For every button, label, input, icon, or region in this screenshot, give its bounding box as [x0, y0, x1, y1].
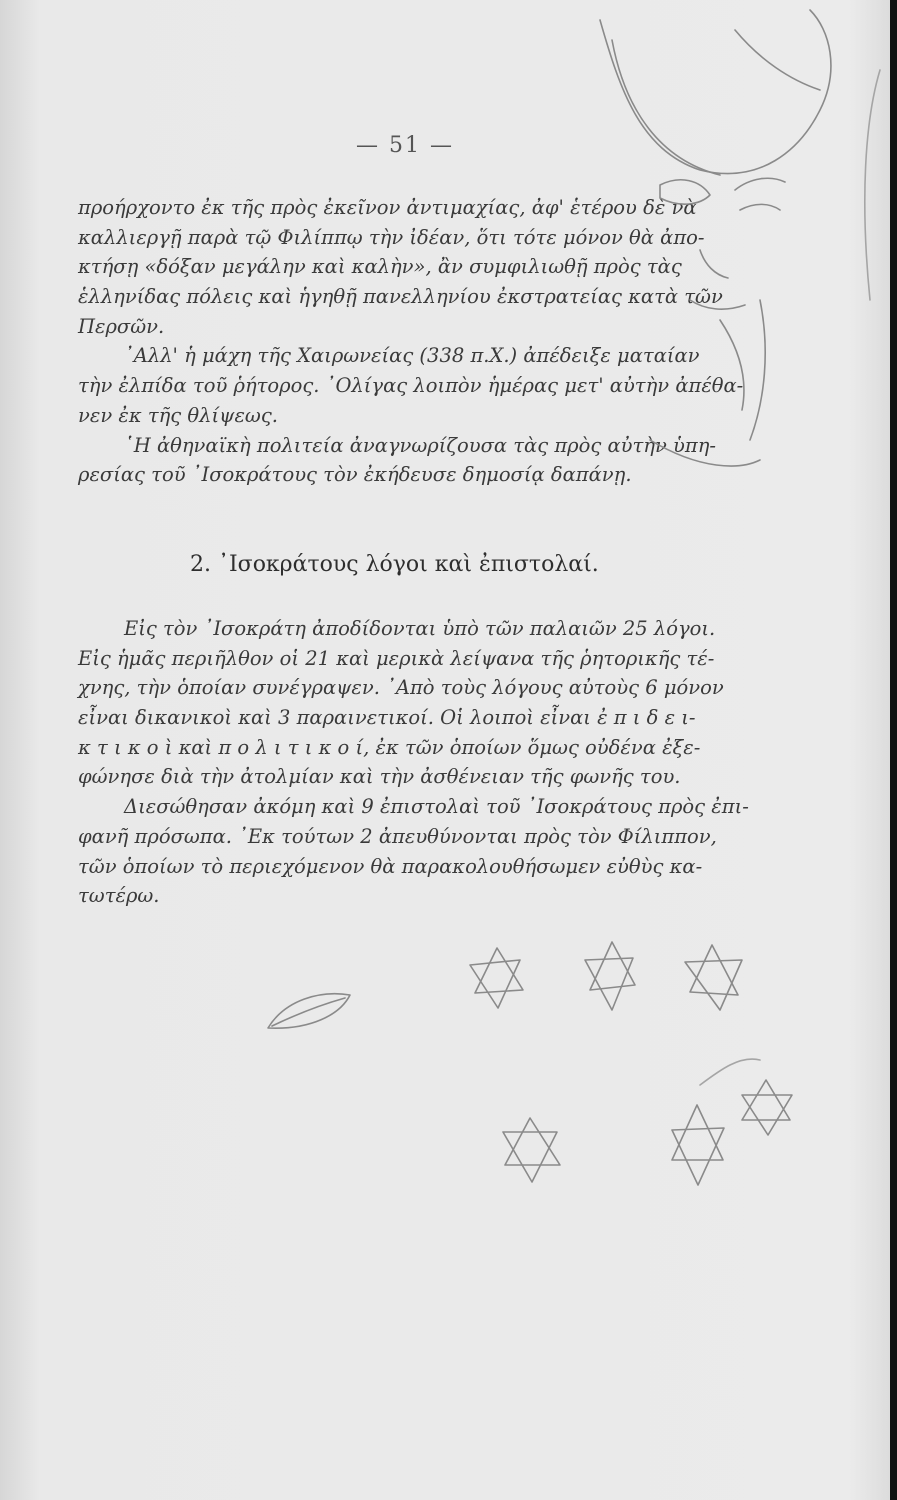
text-line: εἶναι δικανικοὶ καὶ 3 παραινετικοί. Οἱ λοιποὶ εἶναι ἐ π ι δ ε ι- [78, 706, 696, 730]
text-line: κ τ ι κ ο ὶ καὶ π ο λ ι τ ι κ ο ί, ἐκ τῶν ὁποίων ὅμως οὐδένα ἐξε- [78, 735, 701, 759]
text-line: ἑλληνίδας πόλεις καὶ ἡγηθῇ πανελληνίου ἐκστρατείας κατὰ τῶν [78, 285, 723, 309]
text-line: ῾Η ἀθηναϊκὴ πολιτεία ἀναγνωρίζουσα τὰς πρὸς αὐτὴν ὑπη- [124, 433, 716, 457]
star-icon [685, 945, 742, 1010]
star-icon [470, 948, 523, 1008]
star-icon [503, 1118, 560, 1182]
star-icon [585, 942, 635, 1010]
text-line: νεν ἐκ τῆς θλίψεως. [78, 403, 278, 427]
text-line: ρεσίας τοῦ ᾿Ισοκράτους τὸν ἐκήδευσε δημοσίᾳ δαπάνῃ. [78, 463, 632, 487]
page-edge [890, 0, 897, 1500]
text-line: τὴν ἐλπίδα τοῦ ῥήτορος. ᾿Ολίγας λοιπὸν ἡμέρας μετ' αὐτὴν ἀπέθα- [78, 374, 744, 398]
text-line: τῶν ὁποίων τὸ περιεχόμενον θὰ παρακολουθήσωμεν εὐθὺς κα- [78, 854, 703, 878]
text-line: κτήσῃ «δόξαν μεγάλην καὶ καλὴν», ἂν συμφιλιωθῇ πρὸς τὰς [78, 255, 682, 279]
section-heading: 2. ᾿Ισοκράτους λόγοι καὶ ἐπιστολαί. [190, 552, 599, 577]
text-line: φώνησε διὰ τὴν ἀτολμίαν καὶ τὴν ἀσθένειαν τῆς φωνῆς του. [78, 765, 681, 789]
paragraph-block-1 [78, 193, 744, 490]
text-line: προήρχοντο ἐκ τῆς πρὸς ἐκεῖνον ἀντιμαχίας, ἀφ' ἑτέρου δὲ νὰ [78, 196, 697, 219]
text-line: φανῆ πρόσωπα. ᾿Εκ τούτων 2 ἀπευθύνονται πρὸς τὸν Φίλιππον, [78, 824, 717, 848]
text-line: Εἰς ἡμᾶς περιῆλθον οἱ 21 καὶ μερικὰ λείψανα τῆς ῥητορικῆς τέ- [78, 646, 715, 670]
text-line: Εἰς τὸν ᾿Ισοκράτη ἀποδίδονται ὑπὸ τῶν παλαιῶν 25 λόγοι. [124, 617, 716, 640]
text-line: Περσῶν. [78, 314, 165, 338]
star-icon [672, 1105, 724, 1185]
leaf-doodle-icon [268, 994, 350, 1028]
text-line: τωτέρω. [78, 884, 160, 908]
text-line: χνης, τὴν ὁποίαν συνέγραψεν. ᾿Απὸ τοὺς λόγους αὐτοὺς 6 μόνον [78, 676, 724, 700]
text-line: ᾿Αλλ' ἡ μάχη τῆς Χαιρωνείας (338 π.Χ.) ἀπέδειξε ματαίαν [124, 344, 700, 368]
page-number: — 51 — [356, 133, 454, 158]
text-line: καλλιεργῇ παρὰ τῷ Φιλίππῳ τὴν ἰδέαν, ὅτι τότε μόνον θὰ ἀπο- [78, 225, 705, 249]
star-icon [742, 1080, 792, 1135]
paragraph-block-2 [78, 614, 749, 911]
text-line: Διεσώθησαν ἀκόμη καὶ 9 ἐπιστολαὶ τοῦ ᾿Ισοκράτους πρὸς ἐπι- [124, 795, 749, 819]
